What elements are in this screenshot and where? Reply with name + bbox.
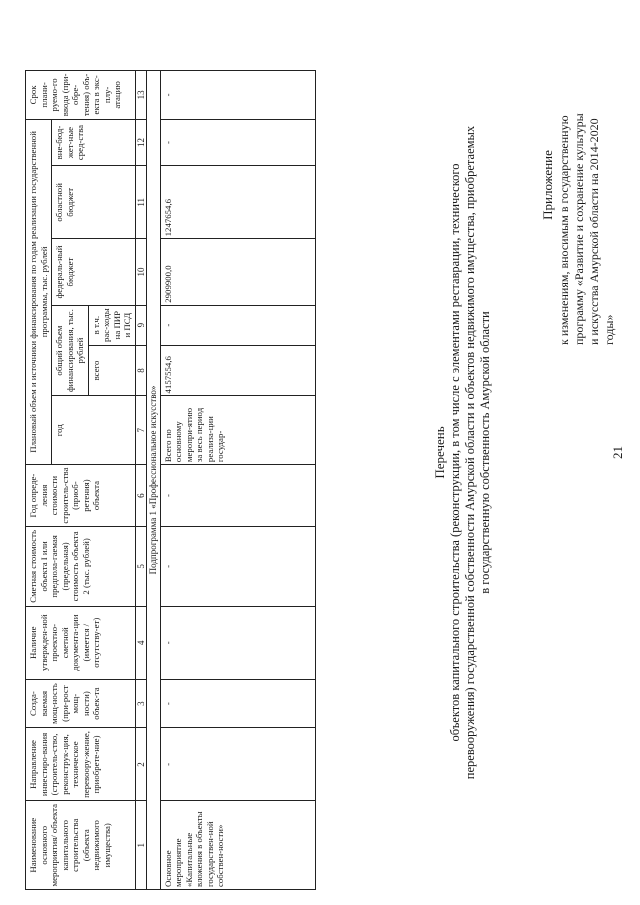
header-total-financing: общий объем финансирования, тыс. рублей: [52, 305, 89, 396]
col-number: 5: [135, 527, 147, 607]
subprogram-row: [147, 71, 161, 890]
appendix-line: к изменениям, вносимым в государственную: [557, 115, 571, 345]
col-number: 2: [135, 728, 147, 801]
objects-table-wrapper: [25, 70, 385, 890]
col-number: 3: [135, 679, 147, 728]
objects-table: [25, 70, 316, 890]
header-design-docs: Наличие утвержден-ной проектно-сметной документа-ции (имеется / отсутству-ет): [26, 606, 136, 679]
cell-design-docs: -: [160, 606, 315, 679]
cell-year: Всего по основному меропри-ятию за весь период реализа-ции государ-: [160, 396, 315, 465]
cell-pir-psd: -: [160, 305, 315, 345]
title-main: Перечень: [432, 426, 447, 479]
col-number: 8: [135, 345, 147, 396]
col-number: 12: [135, 119, 147, 166]
header-extrabudget: вне-бюд-жет-ные сред-ства: [52, 119, 136, 166]
appendix-line: годы»: [602, 314, 616, 345]
col-number: 6: [135, 465, 147, 527]
title-line: объектов капитального строительства (реконструкции, в том числе с элементами реставрации, технического: [448, 163, 462, 742]
cell-extrabudget: -: [160, 119, 315, 166]
col-number: 7: [135, 396, 147, 465]
subprogram-title: Подпрограмма 1 «Профессиональное искусство»: [147, 71, 161, 890]
appendix-heading: Приложение: [540, 150, 555, 220]
cell-direction: -: [160, 728, 315, 801]
cell-federal: 2909900,0: [160, 239, 315, 305]
appendix-note: [540, 25, 617, 345]
table-row: [160, 71, 315, 890]
page-number: 21: [610, 446, 625, 459]
header-row: [26, 71, 52, 890]
header-pir-psd: в т.ч. рас-ходы на ПИР и ПСД: [88, 305, 135, 345]
cell-cost-year: -: [160, 465, 315, 527]
header-federal: федераль-ный бюджет: [52, 239, 136, 305]
header-regional: областной бюджет: [52, 166, 136, 239]
header-name: Наименование основного мероприятия/ объекта капитального строительства (объекта недвижимого имущества): [26, 801, 136, 890]
col-number: 4: [135, 606, 147, 679]
col-number: 10: [135, 239, 147, 305]
cell-total: 4157554,6: [160, 345, 315, 396]
cell-commissioning: -: [160, 71, 315, 120]
header-financing-group: Плановый объем и источники финансирования по годам реализации государственной программы, тыс. рублей: [26, 119, 52, 464]
header-direction: Направление инвестиро-вания (строитель-ство, реконструк-ция, техническое перевоору-жение, приобрете-ние): [26, 728, 136, 801]
cell-regional: 1247654,6: [160, 166, 315, 239]
document-title: [432, 70, 493, 835]
appendix-line: и искусства Амурской области на 2014-2020: [587, 118, 601, 345]
col-number: 13: [135, 71, 147, 120]
cell-estimated-cost: -: [160, 527, 315, 607]
cell-capacity: -: [160, 679, 315, 728]
title-line: перевооружения) государственной собственности Амурской области и объектов недвижимого имущества, приобретаемых: [463, 125, 477, 780]
col-number: 1: [135, 801, 147, 890]
header-commissioning: Срок плани-руемо-го ввода (при-обре-тения) объ-екта в экс-плу-атацию: [26, 71, 136, 120]
header-cost-year: Год опреде-ления стоимости строитель-ства (приоб-ретения) объекта: [26, 465, 136, 527]
header-estimated-cost: Сметная стоимость объекта I или предпола-гаемая (предельная) стоимость объекта 2 (тыс. рублей): [26, 527, 136, 607]
cell-name: Основное мероприятие «Капитальные вложения в объекты государствен-ной собствен-ности»: [160, 801, 315, 890]
header-capacity: Созда-ваемая мощ-ность (при-рост мощ-ности) объек-та: [26, 679, 136, 728]
col-number: 9: [135, 305, 147, 345]
header-year: год: [52, 396, 136, 465]
appendix-line: программу «Развитие и сохранение культуры: [572, 113, 586, 345]
header-total: всего: [88, 345, 135, 396]
col-number: 11: [135, 166, 147, 239]
title-line: в государственную собственность Амурской области: [478, 311, 492, 594]
column-number-row: [135, 71, 147, 890]
